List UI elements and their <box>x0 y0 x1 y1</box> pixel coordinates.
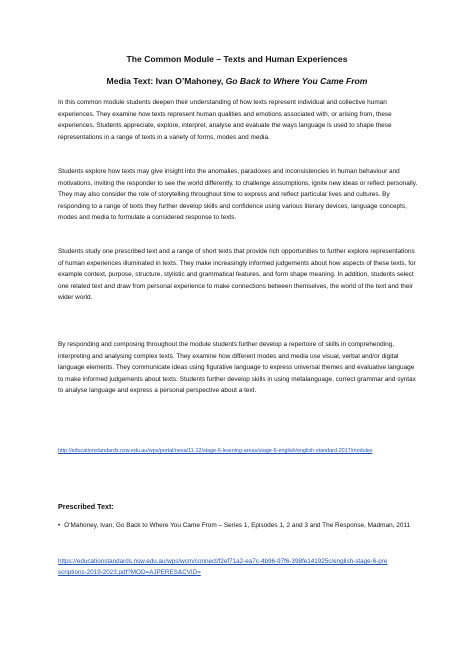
body-paragraph: Students study one prescribed text and a range of short texts that provide rich opportunities to further explore representations of human experiences illuminated in texts. They make increasingly informed judgements about how aspects of these texts, for example context, purpose, structure, stylistic and grammatical features, and form shape meaning. In addition, students select one related text and draw from personal experience to make connections between themselves, the world of the text and their wider world. <box>58 248 416 301</box>
prescribed-text-item <box>58 520 420 532</box>
prescriptions-link-block <box>58 556 388 578</box>
bullet-icon: • <box>58 522 61 529</box>
body-paragraph: Students explore how texts may give insight into the anomalies, paradoxes and inconsistencies in human behaviour and motivations, inviting the responder to see the world differently, to challenge assumptions, ignite new ideas or reflect personally. They may also consider the role of storytelling throughout time to express and reflect particular lives and cultures. By responding to a range of texts they further develop skills and confidence using various literary devices, language concepts, modes and media to formulate a considered response to texts. <box>58 168 418 221</box>
media-text-heading <box>0 76 474 87</box>
prescriptions-link[interactable]: https://educationstandards.nsw.edu.au/wps/wcm/connect/f2ef71a2-ea7c-4b96-97f6-398fe141925c/english-stage-6-prescriptions-2019-2023.pdf?MOD=AJPERES&CVID= <box>58 558 388 576</box>
media-text-prefix: Media Text: Ivan O’Mahoney, <box>106 76 226 86</box>
page-title: The Common Module – Texts and Human Experiences <box>126 54 348 64</box>
media-text-title: Go Back to Where You Came From <box>225 76 368 86</box>
prescribed-text-heading: Prescribed Text: <box>58 502 114 511</box>
syllabus-link[interactable]: http://educationstandards.nsw.edu.au/wps/portal/nesa/11-12/stage-6-learning-areas/stage-6-english/english-standard-2017/modules <box>58 448 373 454</box>
prescribed-text-citation: O’Mahoney, Ivan, Go Back to Where You Came From – Series 1, Episodes 1, 2 and 3 and The Response, Madman, 2011 <box>64 522 411 529</box>
body-paragraph: In this common module students deepen their understanding of how texts represent individual and collective human experiences. They examine how texts represent human qualities and emotions associated with, or arising from, these experiences. Students appreciate, explore, interpret, analyse and evaluate the ways language is used to shape these representations in a range of texts in a variety of forms, modes and media. <box>58 99 392 141</box>
syllabus-link-block <box>58 447 418 457</box>
body-paragraph: By responding and composing throughout the module students further develop a repertoire of skills in comprehending, interpreting and analysing complex texts. They examine how different modes and media use visual, verbal and/or digital language elements. They communicate ideas using figurative language to express universal themes and evaluative language to make informed judgements about texts. Students further develop skills in using metalanguage, correct grammar and syntax to analyse language and express a personal perspective about a text. <box>58 341 416 394</box>
